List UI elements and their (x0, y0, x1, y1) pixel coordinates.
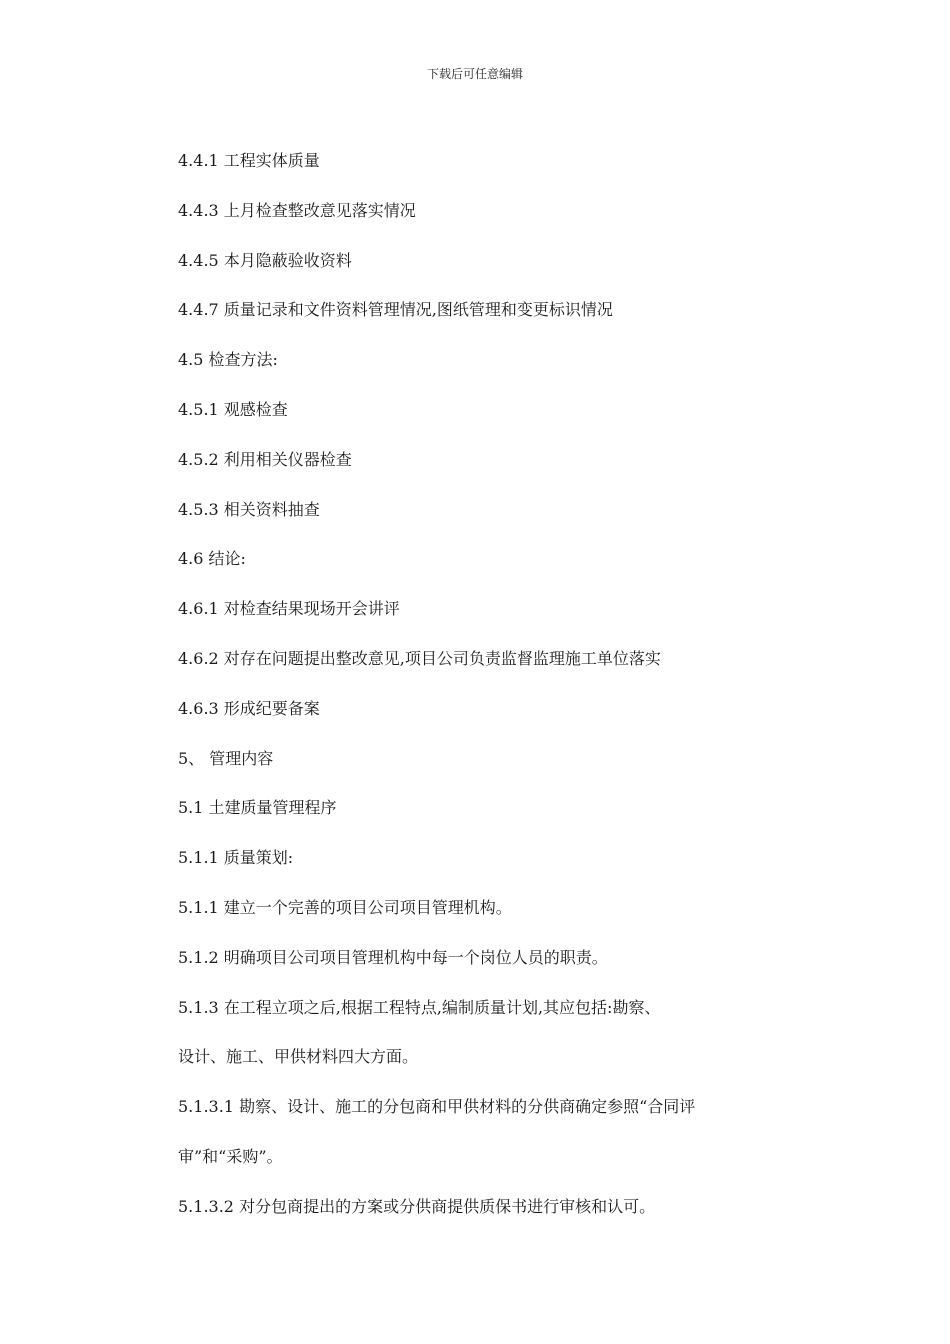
section-heading: 5.1.1 质量策划: (178, 848, 294, 868)
text-line: 5.1.2 明确项目公司项目管理机构中每一个岗位人员的职责。 (178, 947, 608, 967)
section-heading: 5、 管理内容 (178, 748, 274, 768)
document-body (178, 149, 778, 1245)
text-line: 4.6.3 形成纪要备案 (178, 698, 320, 718)
text-line: 4.6.2 对存在问题提出整改意见,项目公司负责监督监理施工单位落实 (178, 648, 661, 668)
text-line: 4.5.1 观感检查 (178, 399, 288, 419)
text-line: 4.5.2 利用相关仪器检查 (178, 449, 352, 469)
page-header: 下载后可任意编辑 (426, 67, 523, 81)
section-heading: 5.1 土建质量管理程序 (178, 798, 337, 818)
text-line-continuation: 审”和“采购”。 (178, 1146, 283, 1166)
section-heading: 4.6 结论: (178, 549, 246, 569)
text-line: 5.1.3.2 对分包商提出的方案或分供商提供质保书进行审核和认可。 (178, 1196, 656, 1216)
text-line: 5.1.3 在工程立项之后,根据工程特点,编制质量计划,其应包括:勘察、 (178, 997, 661, 1017)
text-line: 4.4.7 质量记录和文件资料管理情况,图纸管理和变更标识情况 (178, 300, 613, 320)
text-line: 5.1.1 建立一个完善的项目公司项目管理机构。 (178, 897, 512, 917)
text-line: 5.1.3.1 勘察、设计、施工的分包商和甲供材料的分供商确定参照“合同评 (178, 1097, 696, 1117)
text-line: 4.6.1 对检查结果现场开会讲评 (178, 599, 400, 619)
text-line: 4.4.3 上月检查整改意见落实情况 (178, 200, 416, 220)
text-line: 4.5.3 相关资料抽查 (178, 499, 320, 519)
section-heading: 4.5 检查方法: (178, 350, 278, 370)
text-line: 4.4.1 工程实体质量 (178, 151, 320, 170)
text-line: 4.4.5 本月隐蔽验收资料 (178, 250, 352, 270)
text-line-continuation: 设计、施工、甲供材料四大方面。 (178, 1047, 419, 1067)
